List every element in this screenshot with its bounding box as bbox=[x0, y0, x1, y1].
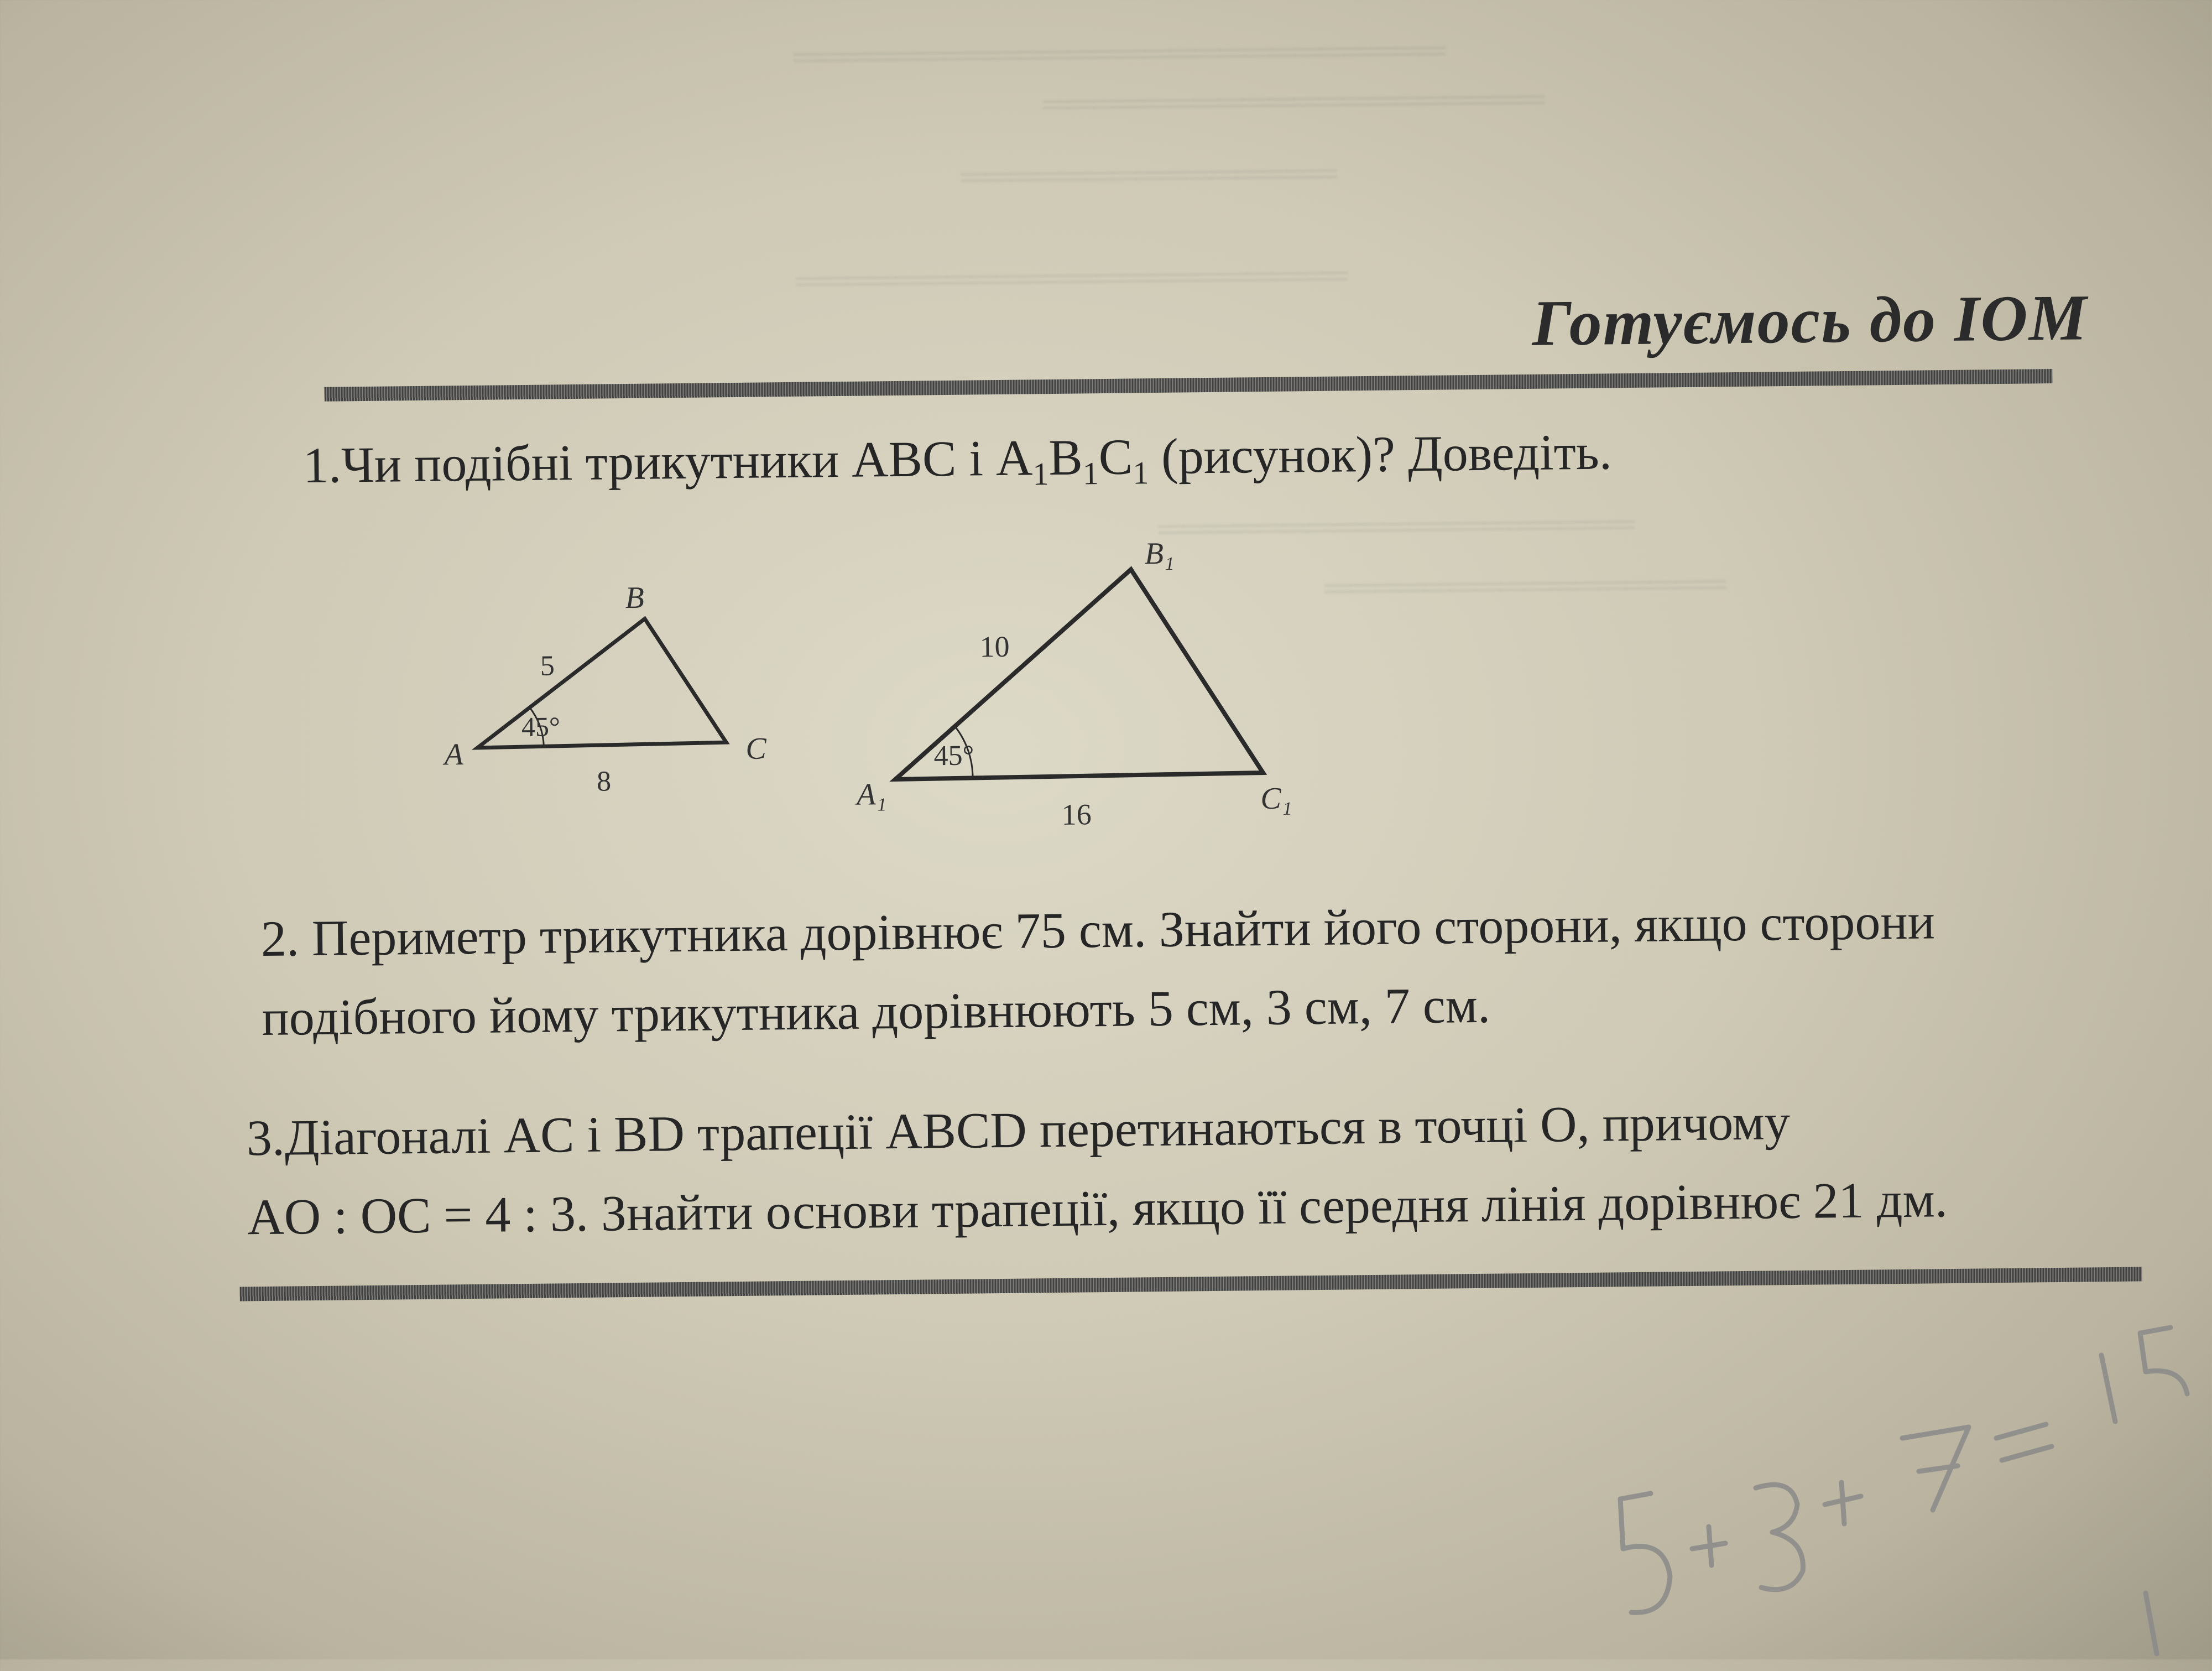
angle-label: 45° bbox=[933, 740, 974, 772]
vertex-label-b: B bbox=[625, 580, 645, 616]
task-3-line-1: 3.Діагоналі AC і BD трапеції ABCD перетинаються в точці O, причому bbox=[246, 1094, 1791, 1167]
vertex-label-c: C bbox=[745, 731, 767, 766]
task-1-text-start: Чи подібні трикутники ABC і A bbox=[341, 429, 1033, 493]
bleed-through-text: ════════════════════ bbox=[1042, 79, 1545, 124]
section-heading: Готуємось до ІОМ bbox=[1531, 281, 2089, 360]
vertex-label-b1: B₁ bbox=[1144, 536, 1175, 571]
task-2-line-2: подібного йому трикутника дорівнюють 5 см, 3 см, 7 см. bbox=[261, 976, 1491, 1046]
subscript: 1 bbox=[1132, 455, 1149, 491]
bleed-through-text: ══════════════════════════ bbox=[793, 30, 1446, 76]
vertex-label-c1: C₁ bbox=[1260, 781, 1292, 816]
subscript: 1 bbox=[1082, 455, 1099, 492]
side-label-ac: 16 bbox=[1061, 798, 1092, 831]
task-3-line-2: AO : OC = 4 : 3. Знайти основи трапеції, якщо її середня лінія дорівнює 21 дм. bbox=[247, 1170, 1948, 1245]
bleed-through-text: ════════════════ bbox=[1324, 564, 1726, 607]
task-2-line-1: 2. Периметр трикутника дорівнює 75 см. Знайти його сторони, якщо сторони bbox=[260, 893, 1936, 967]
bleed-through-text: ═══════════════════ bbox=[1157, 503, 1635, 548]
bleed-through-text: ═══════════════ bbox=[961, 153, 1338, 196]
side-label-ab: 5 bbox=[540, 650, 555, 682]
side-label-ab: 10 bbox=[979, 629, 1010, 664]
vertex-label-a1: A₁ bbox=[856, 777, 887, 812]
task-1-text-end: (рисунок)? Доведіть. bbox=[1148, 423, 1613, 485]
task-1-letter-c: C bbox=[1098, 428, 1133, 486]
vertex-label-a: A bbox=[444, 737, 464, 772]
subscript: 1 bbox=[1032, 456, 1049, 492]
bleed-through-text: ══════════════════════ bbox=[796, 255, 1348, 300]
side-label-ac: 8 bbox=[596, 766, 612, 798]
angle-label: 45° bbox=[521, 711, 561, 743]
task-1-number: 1. bbox=[302, 436, 342, 494]
task-1-letter-b: B bbox=[1048, 429, 1083, 486]
